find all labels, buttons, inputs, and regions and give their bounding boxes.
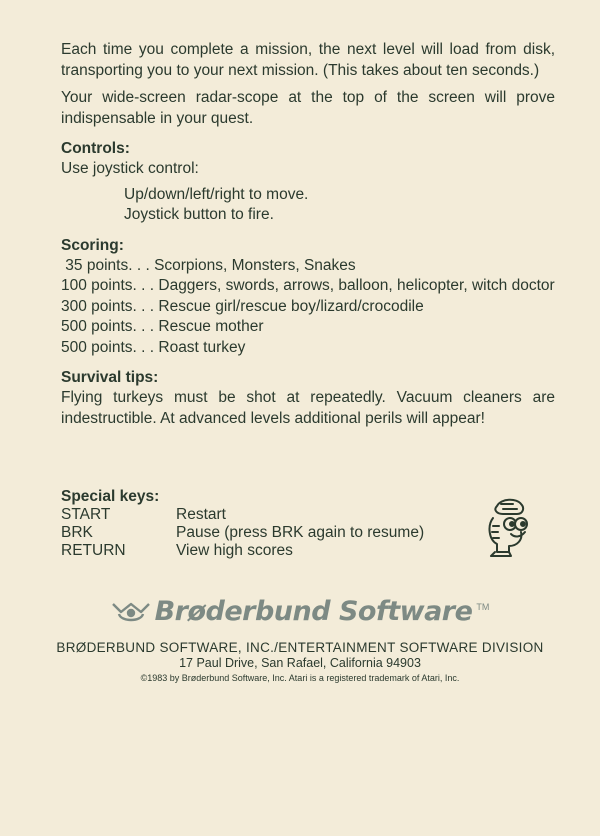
key-action: View high scores: [176, 542, 293, 559]
controls-line: Joystick button to fire.: [124, 206, 274, 223]
score-row: [61, 317, 555, 338]
survival-text: Flying turkeys must be shot at repeatedly. Vacuum cleaners are indestructible. At advanced levels additional perils will appear!: [61, 389, 555, 427]
key-row: [61, 542, 541, 560]
key-name: START: [61, 506, 111, 523]
score-points: 100 points. . .: [61, 277, 159, 294]
key-action: Restart: [176, 506, 226, 523]
score-points: 500 points. . .: [61, 318, 159, 335]
copyright-notice: ©1983 by Brøderbund Software, Inc. Atari is a registered trademark of Atari, Inc.: [140, 673, 460, 683]
score-row: [61, 297, 555, 318]
broderbund-logo: [0, 596, 600, 629]
score-description: Daggers, swords, arrows, balloon, helicopter, witch doctor: [158, 277, 555, 294]
logo-trademark: TM: [476, 602, 490, 612]
intro-paragraph-2: Your wide-screen radar-scope at the top of the screen will prove indispensable in your quest.: [61, 89, 555, 127]
cartoon-creature-icon: [483, 496, 531, 558]
score-points: 500 points. . .: [61, 338, 159, 356]
special-keys-section: [61, 488, 541, 560]
key-name: RETURN: [61, 542, 126, 559]
score-description: Scorpions, Monsters, Snakes: [154, 256, 356, 274]
score-points: 300 points. . .: [61, 297, 159, 315]
logo-text: Brøderbund Software: [154, 596, 473, 627]
intro-paragraph-1: Each time you complete a mission, the next level will load from disk, transporting you to your next mission. (This takes about ten seconds.): [61, 41, 555, 79]
score-row: [61, 338, 555, 359]
broderbund-crown-icon: [111, 600, 151, 624]
controls-text: Use joystick control:: [61, 160, 199, 177]
key-name: BRK: [61, 524, 93, 541]
score-points: 35 points. . .: [61, 256, 155, 274]
key-row: [61, 524, 541, 542]
company-name: BRØDERBUND SOFTWARE, INC./ENTERTAINMENT SOFTWARE DIVISION: [56, 640, 544, 655]
score-row: [61, 276, 555, 297]
special-keys-heading: Special keys:: [61, 488, 160, 505]
controls-list: [61, 185, 555, 226]
manual-body: [61, 40, 555, 429]
score-description: Rescue girl/rescue boy/lizard/crocodile: [158, 297, 424, 315]
controls-heading: Controls:: [61, 140, 130, 157]
survival-heading: Survival tips:: [61, 369, 159, 386]
company-address: 17 Paul Drive, San Rafael, California 94903: [179, 656, 421, 670]
scoring-table: [61, 256, 555, 359]
score-description: Roast turkey: [158, 338, 246, 356]
key-action: Pause (press BRK again to resume): [176, 524, 425, 541]
score-row: [61, 256, 555, 277]
controls-line: Up/down/left/right to move.: [124, 185, 309, 203]
score-description: Rescue mother: [158, 318, 264, 335]
scoring-heading: Scoring:: [61, 236, 124, 254]
key-row: [61, 506, 541, 524]
